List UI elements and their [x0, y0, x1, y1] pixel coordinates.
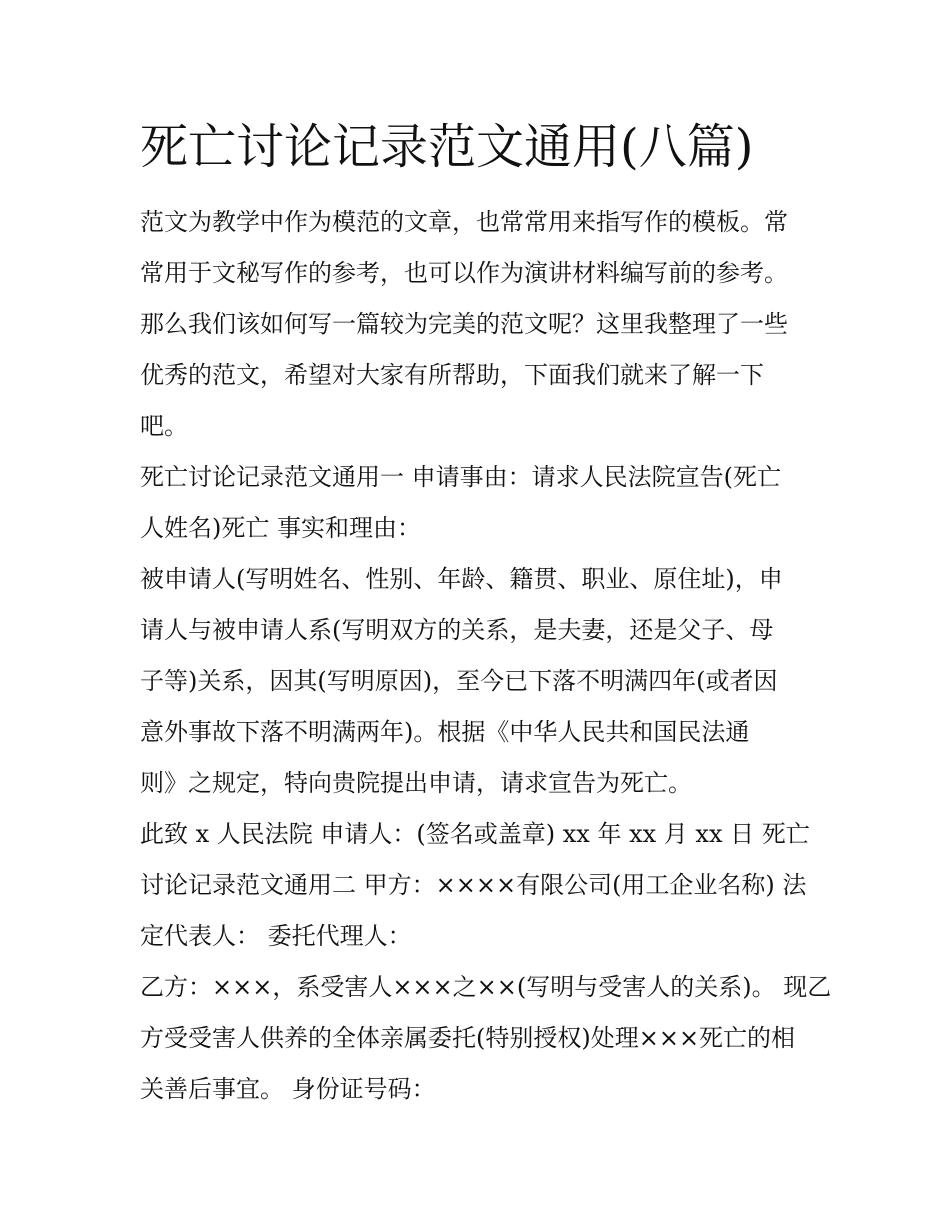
text-line: 关善后事宜。 身份证号码：	[140, 1075, 436, 1103]
paragraph-intro	[140, 197, 812, 452]
text-line: 定代表人： 委托代理人：	[140, 922, 412, 950]
text-line: 则》之规定，特向贵院提出申请，请求宣告为死亡。	[140, 769, 692, 797]
text-line: 方受受害人供养的全体亲属委托(特别授权)处理×××死亡的相	[140, 1024, 796, 1052]
text-line: 意外事故下落不明满两年)。根据《中华人民共和国民法通	[140, 718, 750, 746]
document-title: 死亡讨论记录范文通用(八篇)	[140, 119, 754, 175]
text-line: 讨论记录范文通用二 甲方：××××有限公司(用工企业名称) 法	[140, 871, 807, 899]
text-line: 乙方：×××，系受害人×××之××(写明与受害人的关系)。 现乙	[140, 973, 832, 1001]
text-line: 被申请人(写明姓名、性别、年龄、籍贯、职业、原住址)，申	[140, 565, 783, 593]
text-line: 人姓名)死亡 事实和理由：	[140, 514, 421, 542]
text-line: 请人与被申请人系(写明双方的关系，是夫妻，还是父子、母	[140, 616, 774, 644]
document-body	[140, 197, 832, 1115]
paragraph-respondent	[140, 554, 812, 809]
text-line: 优秀的范文，希望对大家有所帮助，下面我们就来了解一下	[140, 361, 764, 389]
text-line: 死亡讨论记录范文通用一 申请事由：请求人民法院宣告(死亡	[140, 463, 781, 491]
paragraph-party-b	[140, 962, 832, 1115]
text-line: 那么我们该如何写一篇较为完美的范文呢？这里我整理了一些	[140, 310, 788, 338]
paragraph-application-reason	[140, 452, 812, 554]
text-line: 此致 x 人民法院 申请人：(签名或盖章) xx 年 xx 月 xx 日 死亡	[140, 820, 810, 848]
text-line: 吧。	[140, 412, 188, 440]
text-line: 子等)关系，因其(写明原因)，至今已下落不明满四年(或者因	[140, 667, 778, 695]
paragraph-closing	[140, 809, 812, 962]
text-line: 范文为教学中作为模范的文章，也常常用来指写作的模板。常	[140, 208, 788, 236]
text-line: 常用于文秘写作的参考，也可以作为演讲材料编写前的参考。	[140, 259, 788, 287]
